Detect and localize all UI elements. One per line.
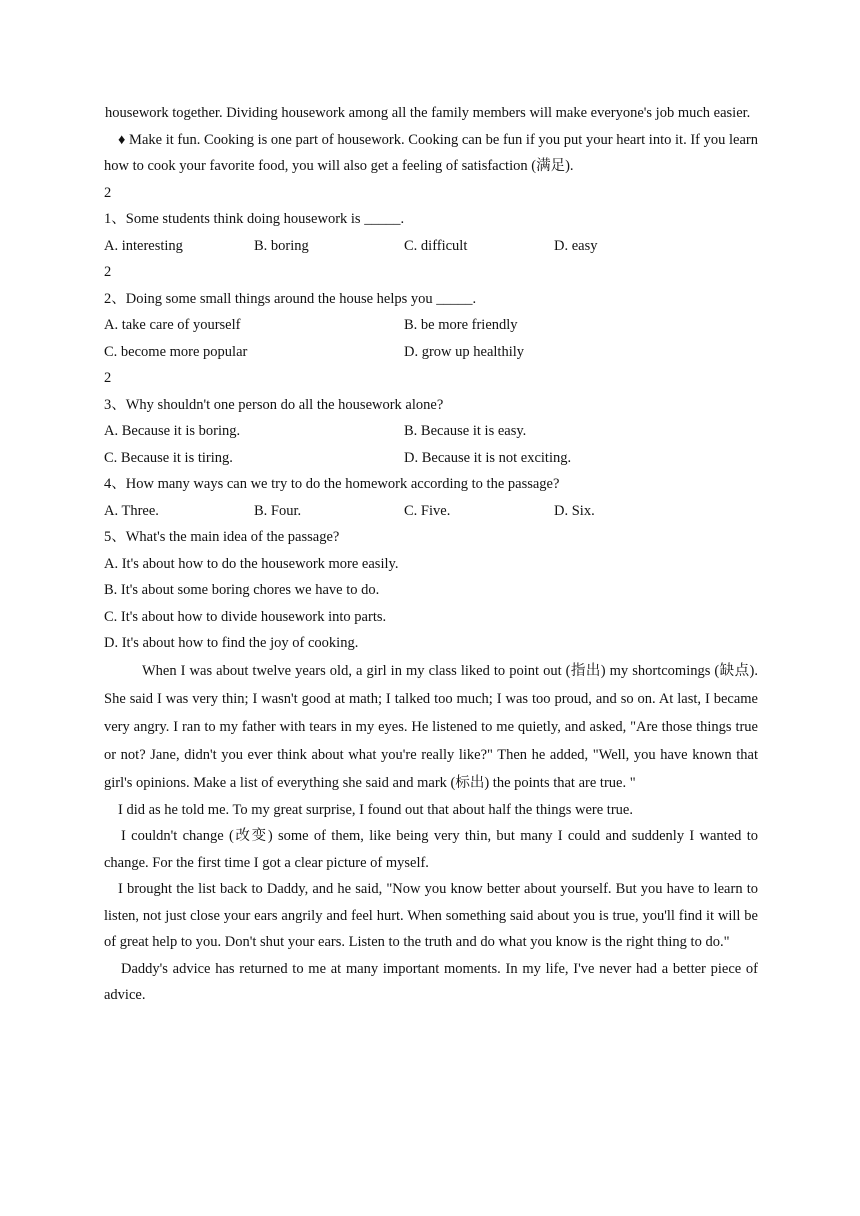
question-3-option-c: C. Because it is tiring.	[104, 449, 233, 466]
question-4-option-d: D. Six.	[554, 502, 595, 519]
question-1-option-c: C. difficult	[404, 237, 468, 254]
question-2-stem: 2、Doing some small things around the house helps you _____.	[104, 290, 477, 307]
question-3-option-a: A. Because it is boring.	[104, 423, 241, 439]
question-3-option-d: D. Because it is not exciting.	[404, 449, 572, 466]
question-4-option-c: C. Five.	[404, 502, 451, 519]
question-5-option-a: A. It's about how to do the housework more easily.	[104, 555, 399, 572]
question-2-option-c: C. become more popular	[104, 343, 248, 360]
passage2-paragraph-3: I couldn't change (改变) some of them, like being very thin, but many I could and suddenly I wanted to change. For the first time I got a clear picture of myself.	[104, 828, 758, 871]
document-page	[104, 100, 758, 1009]
question-2-options-row-2	[104, 339, 758, 366]
question-2-option-d: D. grow up healthily	[404, 343, 525, 360]
question-3-stem: 3、Why shouldn't one person do all the housework alone?	[104, 396, 444, 413]
question-5-option-b: B. It's about some boring chores we have to do.	[104, 582, 380, 598]
question-5-stem: 5、What's the main idea of the passage?	[104, 529, 340, 545]
question-5-option-d: D. It's about how to find the joy of cooking.	[104, 635, 359, 651]
question-1-options	[104, 233, 758, 260]
question-3-option-b: B. Because it is easy.	[404, 423, 527, 439]
passage2-paragraph-4: I brought the list back to Daddy, and he said, "Now you know better about yourself. But you have to learn to listen, not just close your ears angrily and feel hurt. When something said about you is true, you'll find it will be of great help to you. Don't shut your ears. Listen to the truth and do what you know is the right thing to do."	[104, 881, 758, 950]
question-1-option-b: B. boring	[254, 237, 309, 254]
question-4-stem: 4、How many ways can we try to do the homework according to the passage?	[104, 476, 560, 492]
question-4-option-a: A. Three.	[104, 502, 159, 519]
question-3-score: 2	[104, 370, 112, 386]
question-1-stem: 1、Some students think doing housework is _____.	[104, 211, 405, 227]
question-1-option-d: D. easy	[554, 237, 598, 254]
passage2-paragraph-1: When I was about twelve years old, a girl in my class liked to point out (指出) my shortcomings (缺点). She said I was very thin; I wasn't good at math; I talked too much; I was too proud, and so on. At last, I became very angry. I ran to my father with tears in my eyes. He listened to me quietly, and asked, "Are those things true or not? Jane, didn't you ever think about what you're really like?" Then he added, "Well, you have known that girl's opinions. Make a list of everything she said and mark (标出) the points that are true. "	[104, 662, 758, 791]
question-5-option-c: C. It's about how to divide housework into parts.	[104, 608, 387, 625]
passage2-paragraph-5: Daddy's advice has returned to me at many important moments. In my life, I've never had a better piece of advice.	[104, 960, 758, 1003]
question-3-options-row-2	[104, 445, 758, 472]
passage1-continued: housework together. Dividing housework among all the family members will make everyone's job much easier.	[105, 105, 751, 121]
question-4-option-b: B. Four.	[254, 502, 302, 519]
question-2-option-b: B. be more friendly	[404, 317, 518, 333]
question-3-options-row-1	[104, 418, 758, 445]
question-2-option-a: A. take care of yourself	[104, 317, 241, 333]
passage2-paragraph-2: I did as he told me. To my great surprise, I found out that about half the things were true.	[118, 801, 633, 818]
question-1-score: 2	[104, 184, 112, 201]
question-4-options	[104, 498, 758, 525]
question-2-score: 2	[104, 264, 112, 280]
question-1-option-a: A. interesting	[104, 237, 183, 254]
question-2-options-row-1	[104, 312, 758, 339]
passage1-tip-fun: ♦ Make it fun. Cooking is one part of housework. Cooking can be fun if you put your heart into it. If you learn how to cook your favorite food, you will also get a feeling of satisfaction (满足).	[104, 131, 758, 174]
